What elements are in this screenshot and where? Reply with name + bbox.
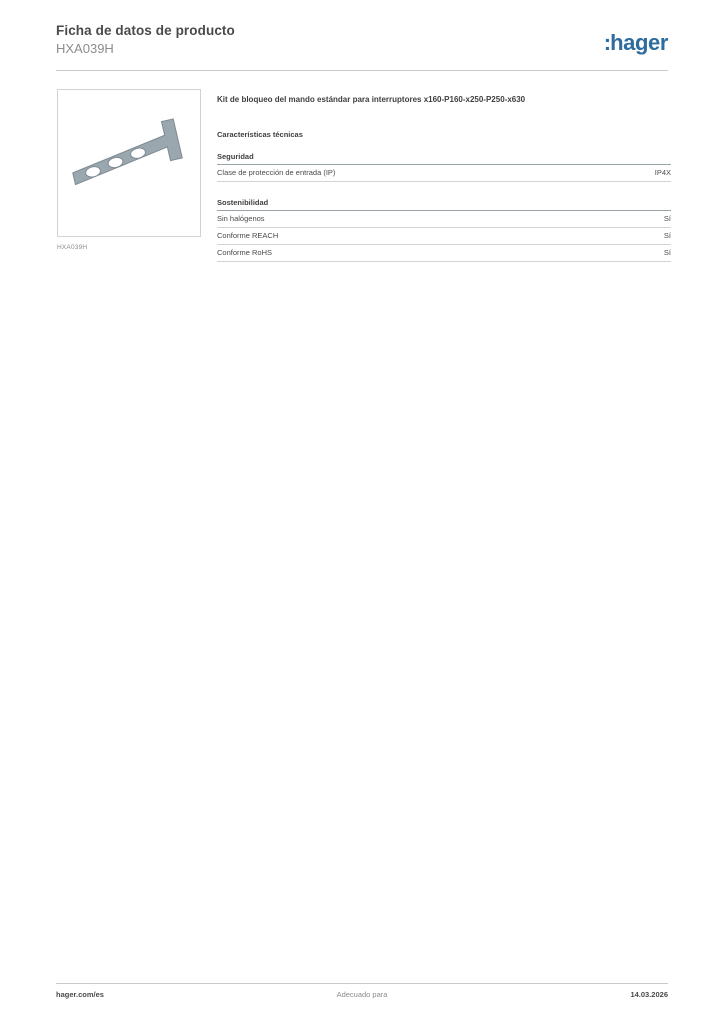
spec-group-title-seguridad: Seguridad	[217, 152, 671, 165]
footer-website-link[interactable]: hager.com/es	[56, 990, 104, 999]
product-description: Kit de bloqueo del mando estándar para interruptores x160-P160-x250-P250-x630	[217, 95, 526, 104]
page-title: Ficha de datos de producto	[56, 23, 235, 38]
spec-label: Clase de protección de entrada (IP)	[217, 168, 336, 177]
page-header	[56, 22, 668, 68]
table-row	[217, 228, 671, 245]
footer-date: 14.03.2026	[630, 990, 668, 999]
product-content	[217, 94, 671, 262]
hager-logo	[604, 30, 668, 56]
spec-group-title-sostenibilidad: Sostenibilidad	[217, 198, 671, 211]
table-row	[217, 165, 671, 182]
product-image	[57, 89, 201, 237]
spec-label: Conforme REACH	[217, 231, 279, 240]
header-divider	[56, 70, 668, 71]
figure-caption: HXA039H	[57, 244, 88, 251]
table-row	[217, 245, 671, 262]
spec-label: Sin halógenos	[217, 214, 265, 223]
page-footer	[56, 990, 668, 1004]
logo-text: hager	[610, 30, 668, 55]
footer-divider	[56, 983, 668, 984]
table-row	[217, 211, 671, 228]
spec-value: Sí	[663, 214, 671, 223]
product-illustration-icon	[58, 90, 200, 236]
technical-characteristics-title: Características técnicas	[217, 130, 303, 139]
spec-value: Sí	[663, 248, 671, 257]
footer-center-label: Adecuado para	[336, 990, 388, 999]
spec-value: IP4X	[654, 168, 671, 177]
spec-label: Conforme RoHS	[217, 248, 273, 257]
product-reference: HXA039H	[56, 41, 114, 56]
spec-value: Sí	[663, 231, 671, 240]
logo-colon-icon: :	[603, 30, 611, 55]
